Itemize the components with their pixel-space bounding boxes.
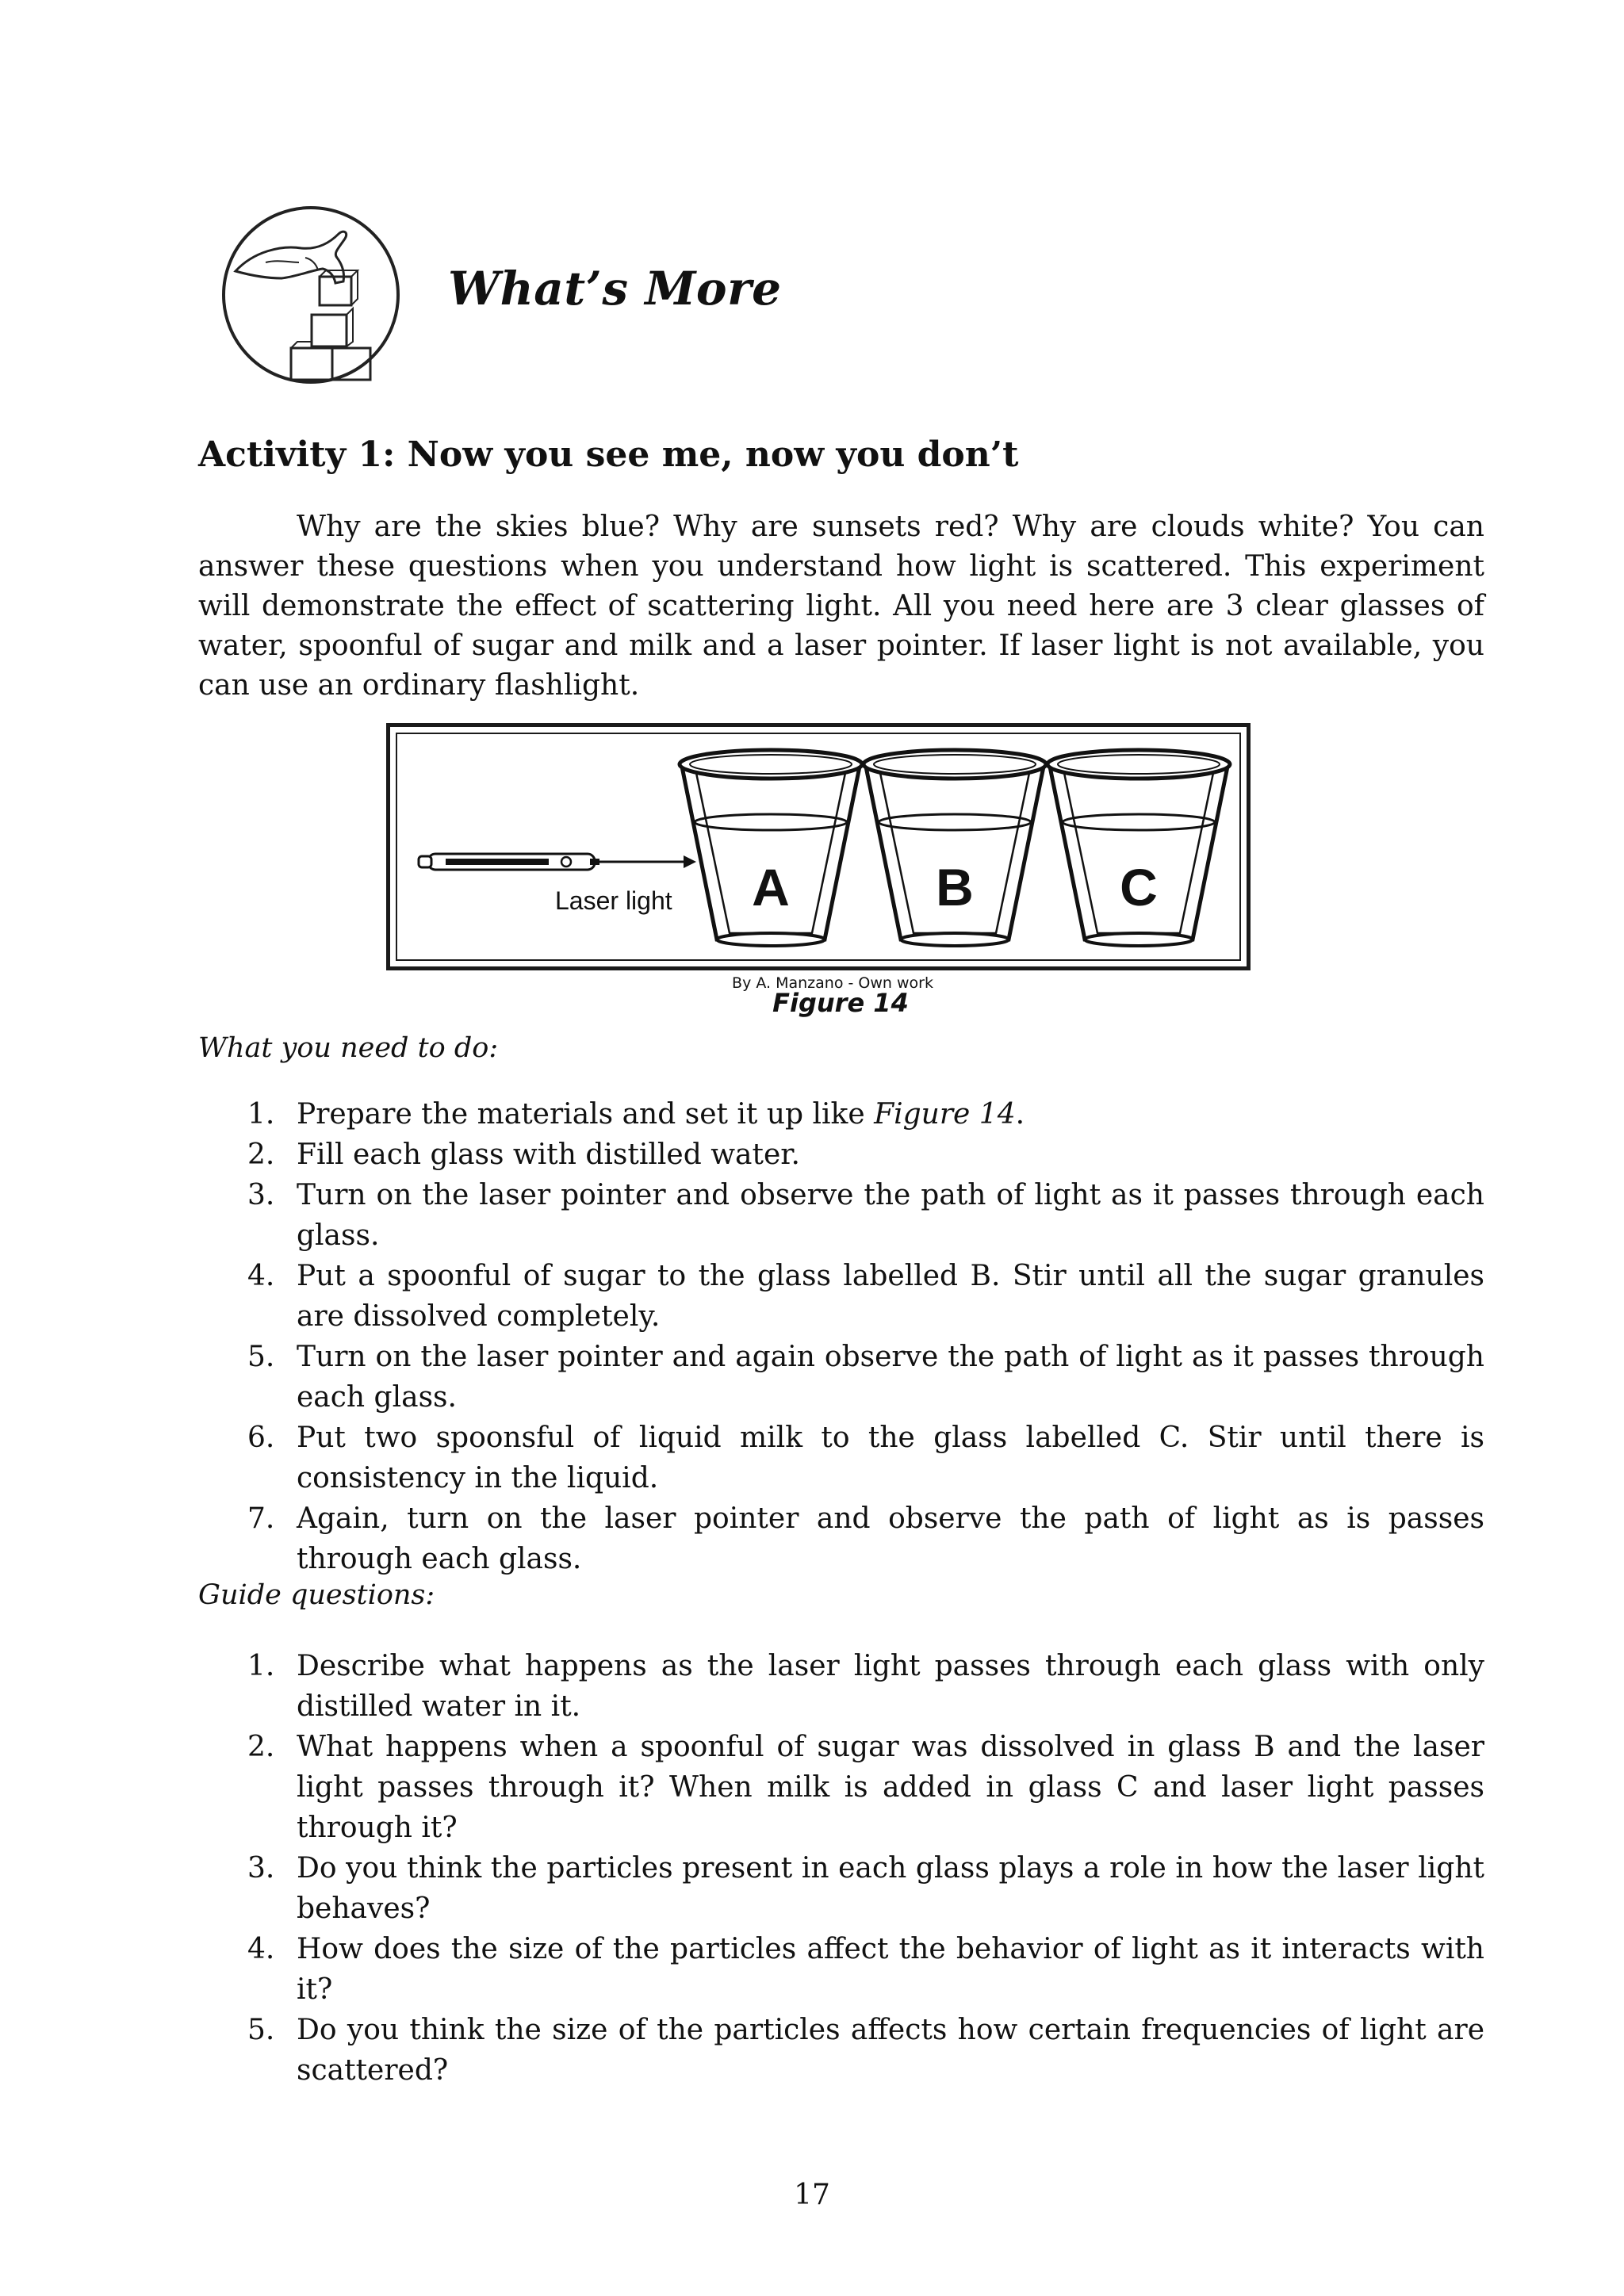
procedure-heading: What you need to do: bbox=[198, 1032, 499, 1064]
glass-label-b: B bbox=[936, 858, 974, 916]
guide-questions-list bbox=[198, 1646, 1484, 2091]
page-number: 17 bbox=[794, 2179, 830, 2211]
list-item: 3. Turn on the laser pointer and observe the path of light as it passes through each glass. bbox=[247, 1179, 1484, 1252]
list-item: 1. Describe what happens as the laser light passes through each glass with only distilled water in it. bbox=[247, 1650, 1484, 1723]
figure-reference: Figure 14 bbox=[874, 1098, 1016, 1131]
list-item: 6. Put two spoonsful of liquid milk to the glass labelled C. Stir until there is consistency in the liquid. bbox=[247, 1422, 1484, 1494]
list-item: 4. How does the size of the particles affect the behavior of light as it interacts with it? bbox=[247, 1933, 1484, 2006]
list-item: 2. What happens when a spoonful of sugar was dissolved in glass B and the laser light passes through it? When milk is added in glass C and laser light passes through it? bbox=[247, 1731, 1484, 1844]
glass-b bbox=[864, 750, 1046, 946]
laser-pointer-icon bbox=[419, 854, 599, 870]
list-item: 1. Prepare the materials and set it up like Figure 14. bbox=[247, 1098, 1025, 1131]
list-item: 5. Do you think the size of the particles affects how certain frequencies of light are scattered? bbox=[247, 2014, 1484, 2087]
glass-a bbox=[680, 750, 862, 946]
procedure-steps-list bbox=[198, 1094, 1484, 1579]
glass-c bbox=[1048, 750, 1230, 946]
figure-caption: Figure 14 bbox=[772, 988, 909, 1018]
activity-intro-paragraph: Why are the skies blue? Why are sunsets red? Why are clouds white? You can answer these questions when you understand how light is scattered. This experiment will demonstrate the effect of scattering light. All you need here are 3 clear glasses of water, spoonful of sugar and milk and a laser pointer. If laser light is not available, you can use an ordinary flashlight. bbox=[198, 511, 1484, 702]
laser-light-label: Laser light bbox=[555, 886, 672, 915]
glass-label-c: C bbox=[1120, 858, 1158, 916]
glass-label-a: A bbox=[752, 858, 790, 916]
figure-14-illustration bbox=[386, 723, 1251, 970]
activity-title: Activity 1: Now you see me, now you don’t bbox=[198, 434, 1019, 475]
figure-credit: By A. Manzano - Own work bbox=[732, 974, 933, 992]
hand-stacking-blocks-icon bbox=[218, 196, 404, 394]
list-item: 5. Turn on the laser pointer and again observe the path of light as it passes through each glass. bbox=[247, 1341, 1484, 1414]
list-item: 7. Again, turn on the laser pointer and observe the path of light as is passes through each glass. bbox=[247, 1502, 1484, 1575]
section-title: What’s More bbox=[448, 262, 782, 316]
list-item: 4. Put a spoonful of sugar to the glass labelled B. Stir until all the sugar granules are dissolved completely. bbox=[247, 1260, 1484, 1333]
list-item: 3. Do you think the particles present in each glass plays a role in how the laser light behaves? bbox=[247, 1852, 1484, 1925]
guide-questions-heading: Guide questions: bbox=[198, 1579, 435, 1611]
list-item: 2. Fill each glass with distilled water. bbox=[247, 1138, 800, 1171]
